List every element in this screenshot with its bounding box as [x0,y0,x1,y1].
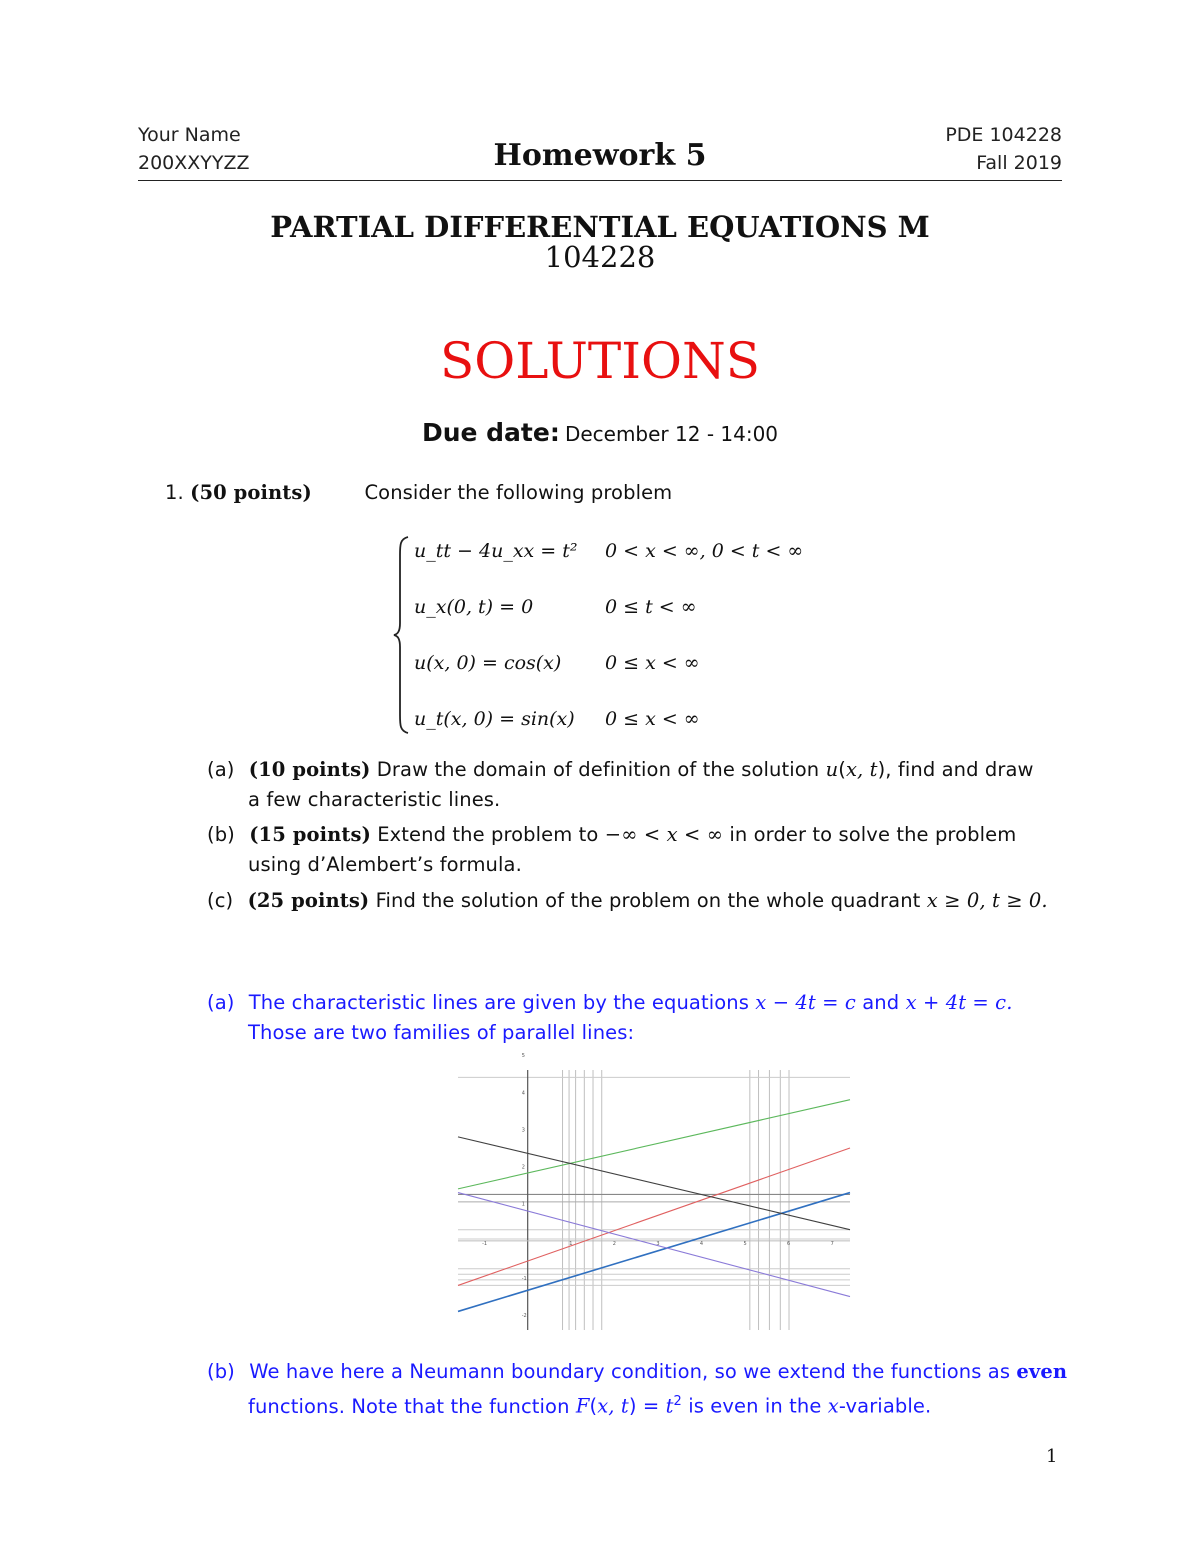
left-brace-icon [392,535,412,735]
series-line-purple [458,1193,850,1297]
solution-a-and: and [862,991,900,1014]
system-row-4-domain: 0 ≤ x < ∞ [605,708,700,730]
homework-title: Homework 5 [493,138,707,173]
part-b: (b) (15 points) Extend the problem to −∞ < x < ∞ in order to solve the problem using d’Alembert’s formula. [207,823,1017,876]
problem-intro: Consider the following problem [364,481,673,504]
solution-a-line2: Those are two families of parallel lines: [248,1021,635,1044]
system-row-3-lhs: u(x, 0) = cos(x) [414,652,562,674]
due-label: Due date: [421,418,560,447]
part-b-text: Extend the problem to [377,823,599,846]
part-b-points: (15 points) [249,823,371,846]
solutions-heading: SOLUTIONS [440,332,760,390]
system-row-1-lhs: u_tt − 4u_xx = t² [414,540,578,562]
part-b-label: (b) [207,823,235,846]
series-line-red [458,1148,850,1285]
part-a: (a) (10 points) Draw the domain of definition of the solution u(x, t), find and draw a few characteristic lines. [207,758,1034,811]
problem-header [165,478,672,508]
document-title-line2: 104228 [544,240,656,274]
x-tick-label: 4 [699,1240,704,1247]
part-c-text: Find the solution of the problem on the whole quadrant [375,889,921,912]
header-rule [138,180,1062,181]
system-row-2-domain: 0 ≤ t < ∞ [605,596,697,618]
part-b-text2: in order to solve the problem [729,823,1017,846]
y-tick-label: 5 [521,1053,525,1060]
solution-b-even: even [1016,1360,1068,1383]
system-row-1-domain: 0 < x < ∞, 0 < t < ∞ [605,540,804,562]
system-row-4-lhs: u_t(x, 0) = sin(x) [414,708,575,730]
part-c-label: (c) [207,889,234,912]
y-tick-label: 4 [521,1090,525,1097]
solution-b-label: (b) [207,1360,235,1383]
y-tick-label: 3 [521,1127,525,1134]
part-a-points: (10 points) [248,758,371,781]
due-date [0,418,1200,447]
solution-b: (b) We have here a Neumann boundary condition, so we extend the functions as even functions. Note that the function F(x, $t) = t^2$ is even in the x-variable. [207,1360,1068,1418]
student-id: 200XXYYZZ [138,152,250,174]
characteristic-lines-figure [458,1053,850,1330]
solution-b-text: We have here a Neumann boundary condition, so we extend the functions as [249,1360,1011,1383]
x-tick-label: 7 [830,1240,834,1247]
solution-a-label: (a) [207,991,235,1014]
due-value: December 12 - 14:00 [564,422,779,446]
y-tick-label: 1 [521,1201,525,1208]
x-tick-label: 2 [612,1240,616,1247]
problem-number: 1. [165,481,184,504]
x-tick-label: 6 [787,1240,791,1247]
system-row-2-lhs: u_x(0, t) = 0 [414,596,534,618]
x-tick-label: 3 [656,1240,660,1247]
problem-points: (50 points) [190,481,312,504]
solution-b-text2: functions. Note that the function [248,1394,570,1418]
series-line-green [458,1100,850,1189]
part-c-points: (25 points) [247,889,370,912]
solution-a: (a) The characteristic lines are given by the equations x − 4t = c and x + 4t = c. Those are two families of parallel lines: [207,991,1013,1044]
term: Fall 2019 [976,152,1062,174]
x-tick-label: 5 [743,1240,747,1247]
part-a-text: Draw the domain of definition of the solution [376,758,820,781]
document-title-line1: PARTIAL DIFFERENTIAL EQUATIONS M [270,210,930,244]
y-tick-label: -1 [521,1276,527,1282]
y-tick-label: 2 [521,1164,525,1171]
solution-b-text4: -variable. [838,1394,932,1418]
page-number: 1 [1046,1446,1058,1467]
solution-a-text: The characteristic lines are given by the equations [248,991,749,1014]
series-line-blue [458,1193,850,1312]
x-tick-label: -1 [482,1240,488,1247]
series-line-black [458,1137,850,1230]
part-a-text2: find and draw [897,758,1034,781]
y-tick-label: -2 [521,1313,527,1320]
solution-b-text3: is even in the [688,1394,822,1418]
x-tick-label: 1 [569,1240,573,1247]
part-c: (c) (25 points) Find the solution of the problem on the whole quadrant x ≥ 0, t ≥ 0. [207,889,1048,912]
author-name: Your Name [138,124,241,146]
system-row-3-domain: 0 ≤ x < ∞ [605,652,700,674]
part-b-line2: using d’Alembert’s formula. [248,853,522,876]
part-a-label: (a) [207,758,235,781]
course-code: PDE 104228 [945,124,1062,146]
part-a-line2: a few characteristic lines. [248,788,501,811]
